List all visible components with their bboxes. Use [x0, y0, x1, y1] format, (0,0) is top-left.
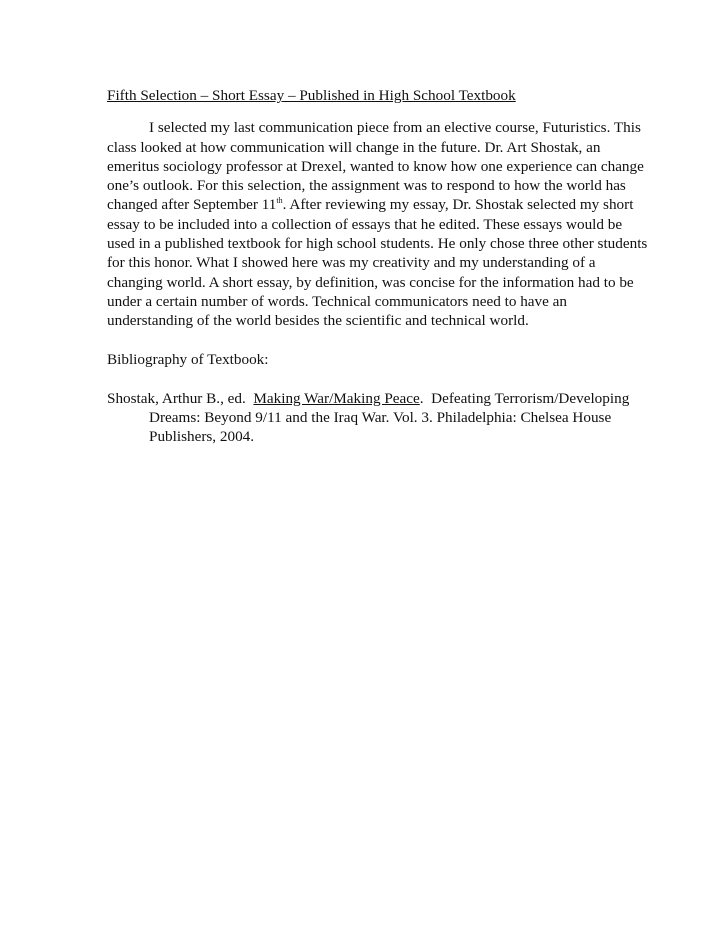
essay-line: essay to be included into a collection of essays that he edited. These essays would be [107, 215, 623, 233]
section-heading: Fifth Selection – Short Essay – Published in High School Textbook [107, 87, 516, 104]
citation-book-title: Making War/Making Peace [253, 389, 420, 407]
essay-line: used in a published textbook for high school students. He only chose three other students [107, 235, 648, 253]
bibliography-entry [107, 389, 630, 447]
citation-line [107, 389, 630, 408]
essay-paragraph [107, 118, 648, 330]
essay-line [107, 195, 634, 214]
document-body [107, 86, 648, 447]
citation-line: Publishers, 2004. [149, 428, 255, 446]
essay-line: for this honor. What I showed here was my creativity and my understanding of a [107, 254, 596, 272]
citation-text: . Defeating Terrorism/Developing [419, 389, 630, 407]
essay-line: changing world. A short essay, by definition, was concise for the information had to be [107, 273, 634, 291]
citation-author: Shostak, Arthur B., ed. [107, 389, 254, 407]
essay-text: . After reviewing my essay, Dr. Shostak selected my short [282, 196, 634, 214]
essay-text: changed after September 11 [107, 196, 277, 214]
citation-line: Dreams: Beyond 9/11 and the Iraq War. Vol. 3. Philadelphia: Chelsea House [149, 409, 612, 427]
paragraph-spacer [107, 369, 617, 389]
essay-line: class looked at how communication will change in the future. Dr. Art Shostak, an [107, 138, 601, 156]
essay-line: understanding of the world besides the scientific and technical world. [107, 312, 529, 330]
essay-line: under a certain number of words. Technical communicators need to have an [107, 292, 568, 310]
essay-line: I selected my last communication piece from an elective course, Futuristics. This [149, 119, 641, 137]
bibliography-label: Bibliography of Textbook: [107, 351, 269, 369]
essay-line: one’s outlook. For this selection, the assignment was to respond to how the world has [107, 177, 626, 195]
paragraph-spacer [107, 331, 617, 351]
ordinal-superscript: th [276, 196, 283, 206]
essay-line: emeritus sociology professor at Drexel, wanted to know how one experience can change [107, 157, 644, 175]
